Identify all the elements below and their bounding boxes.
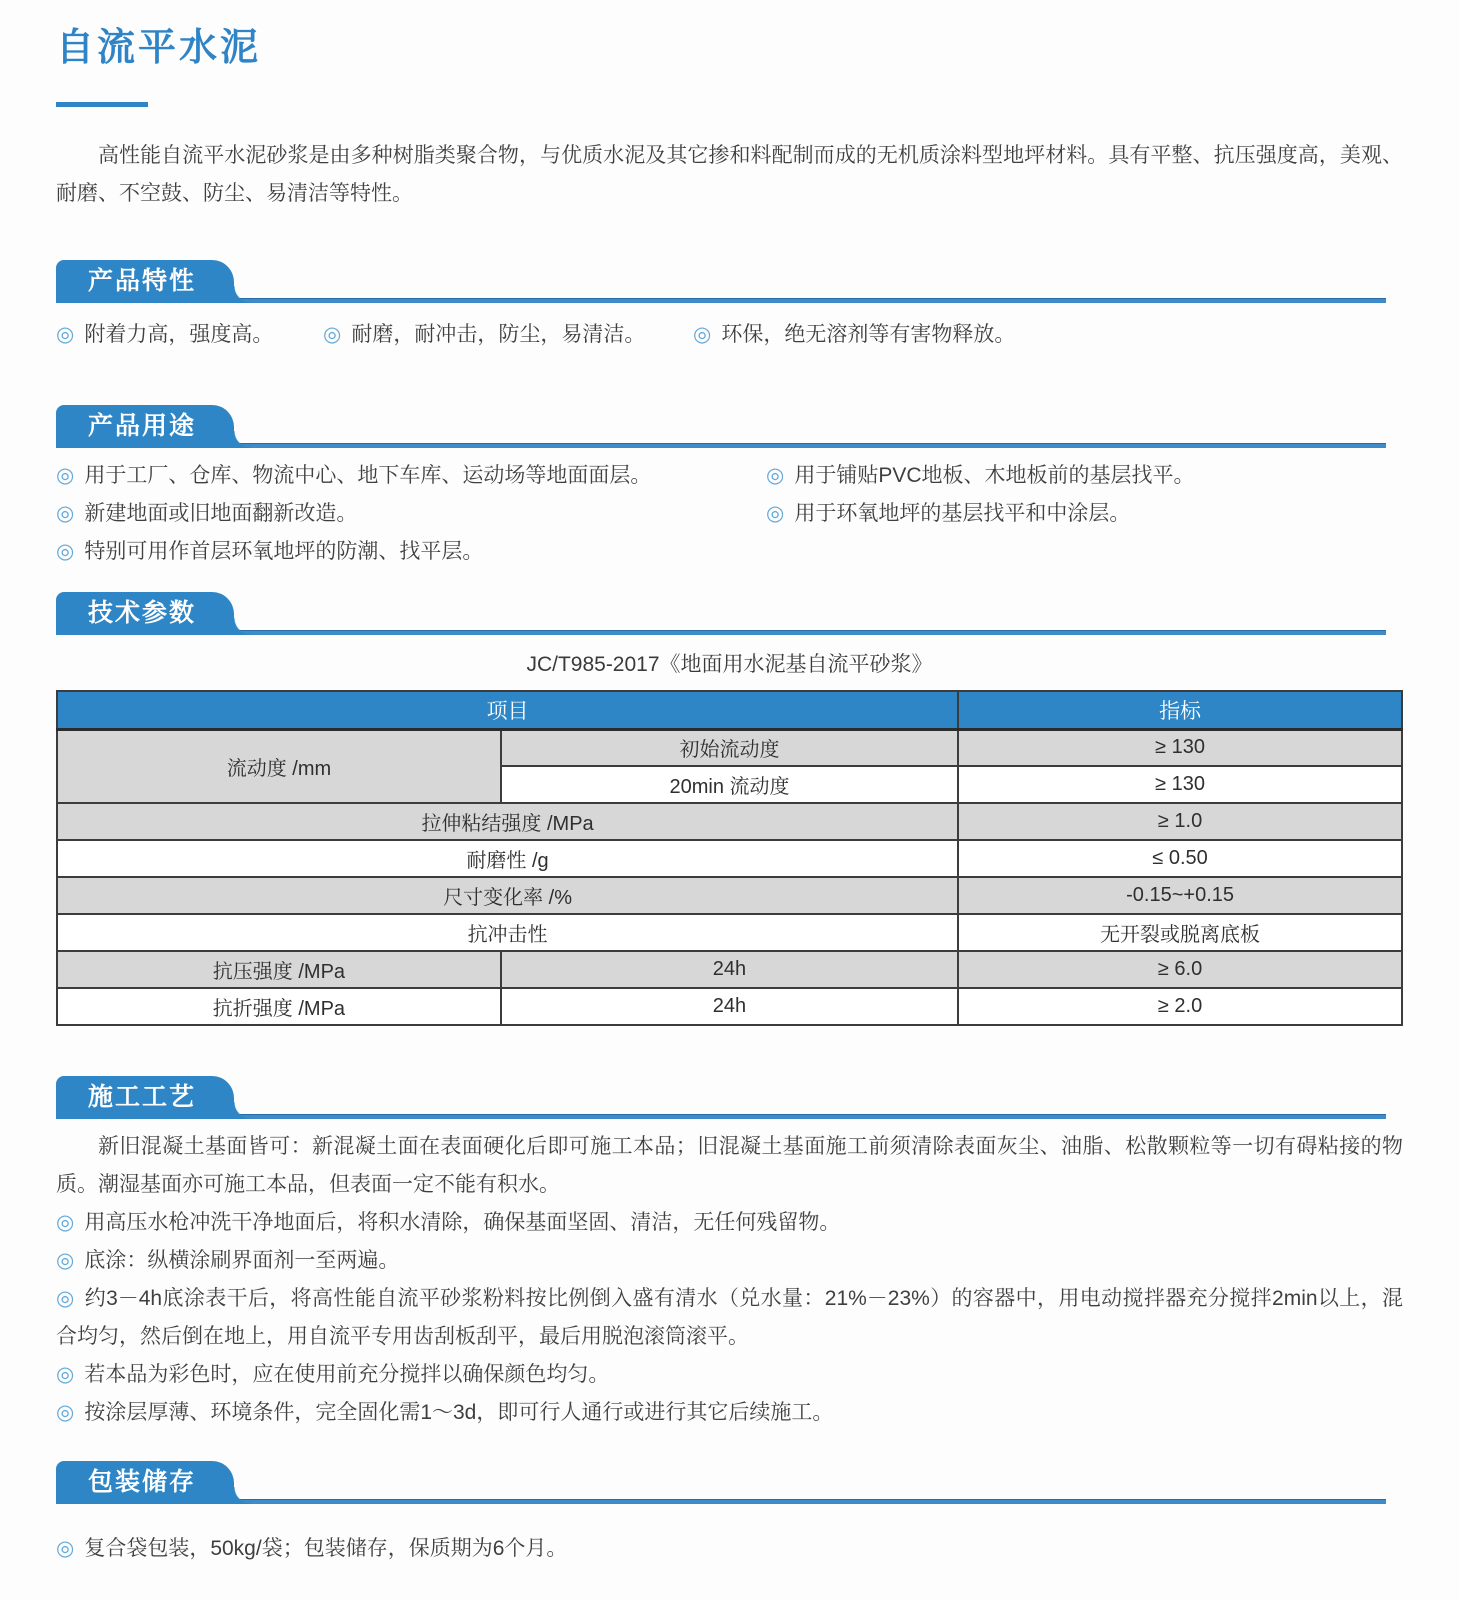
double-circle-bullet-icon: ◎ — [56, 323, 75, 346]
double-circle-bullet-icon: ◎ — [56, 1401, 75, 1424]
list-item — [323, 316, 693, 354]
double-circle-bullet-icon: ◎ — [323, 323, 342, 346]
cell-name: 抗压强度 /MPa — [57, 951, 501, 988]
cell-value: ≥ 1.0 — [958, 803, 1402, 840]
list-item — [56, 1280, 1403, 1356]
cell-name: 尺寸变化率 /% — [57, 877, 958, 914]
double-circle-bullet-icon: ◎ — [56, 1211, 75, 1234]
cell-value: ≥ 130 — [958, 729, 1402, 766]
list-item-text: 环保，绝无溶剂等有害物释放。 — [721, 323, 1016, 346]
section-rule — [56, 1499, 1386, 1504]
cell-name: 20min 流动度 — [501, 766, 958, 803]
features-list — [56, 316, 1403, 354]
section-header-features — [56, 260, 1386, 303]
list-item — [56, 1204, 1403, 1242]
section-header-process — [56, 1076, 1386, 1119]
list-item — [693, 316, 1015, 354]
section-tab-specs: 技术参数 — [56, 592, 234, 635]
list-item-text: 用于铺贴PVC地板、木地板前的基层找平。 — [794, 464, 1195, 487]
cell-value: -0.15~+0.15 — [958, 877, 1402, 914]
list-item-text: 新建地面或旧地面翻新改造。 — [84, 502, 358, 525]
table-row — [57, 914, 1402, 951]
spec-table — [56, 690, 1403, 1026]
section-rule — [56, 1114, 1386, 1119]
list-item-text: 用于工厂、仓库、物流中心、地下车库、运动场等地面面层。 — [84, 464, 652, 487]
list-item-text: 附着力高，强度高。 — [84, 323, 274, 346]
column-header-index: 指标 — [958, 691, 1402, 729]
double-circle-bullet-icon: ◎ — [56, 502, 75, 525]
title-underline — [56, 102, 148, 107]
list-item-text: 用高压水枪冲洗干净地面后，将积水清除，确保基面坚固、清洁，无任何残留物。 — [84, 1211, 841, 1234]
list-item-text: 若本品为彩色时，应在使用前充分搅拌以确保颜色均匀。 — [84, 1363, 610, 1386]
section-header-packaging — [56, 1461, 1386, 1504]
cell-value: ≥ 6.0 — [958, 951, 1402, 988]
cell-name: 耐磨性 /g — [57, 840, 958, 877]
standard-reference: JC/T985-2017《地面用水泥基自流平砂浆》 — [526, 653, 933, 676]
list-item-text: 用于环氧地坪的基层找平和中涂层。 — [794, 502, 1131, 525]
process-paragraph: 新旧混凝土基面皆可：新混凝土面在表面硬化后即可施工本品；旧混凝土基面施工前须清除表面灰尘、油脂、松散颗粒等一切有碍粘接的物质。潮湿基面亦可施工本品，但表面一定不能有积水。 — [56, 1135, 1403, 1196]
section-header-uses — [56, 405, 1386, 448]
cell-value: ≤ 0.50 — [958, 840, 1402, 877]
cell-name: 抗折强度 /MPa — [57, 988, 501, 1025]
double-circle-bullet-icon: ◎ — [766, 464, 785, 487]
cell-value: ≥ 130 — [958, 766, 1402, 803]
list-item — [56, 495, 766, 533]
table-row — [57, 803, 1402, 840]
list-item — [56, 457, 766, 495]
table-row — [57, 988, 1402, 1025]
uses-right-column — [766, 457, 1403, 571]
list-item — [766, 457, 1403, 495]
cell-name: 抗冲击性 — [57, 914, 958, 951]
table-row — [57, 729, 1402, 766]
column-header-item: 项目 — [57, 691, 958, 729]
double-circle-bullet-icon: ◎ — [766, 502, 785, 525]
double-circle-bullet-icon: ◎ — [56, 464, 75, 487]
section-rule — [56, 443, 1386, 448]
page-title: 自流平水泥 — [56, 27, 262, 69]
cell-value: 无开裂或脱离底板 — [958, 914, 1402, 951]
double-circle-bullet-icon: ◎ — [56, 1287, 75, 1310]
section-header-specs — [56, 592, 1386, 635]
list-item-text: 按涂层厚薄、环境条件，完全固化需1～3d，即可行人通行或进行其它后续施工。 — [84, 1401, 834, 1424]
process-list — [56, 1204, 1403, 1432]
section-tab-process: 施工工艺 — [56, 1076, 234, 1119]
double-circle-bullet-icon: ◎ — [56, 1537, 75, 1560]
cell-sub: 24h — [501, 951, 958, 988]
list-item-text: 复合袋包装，50kg/袋；包装储存，保质期为6个月。 — [84, 1537, 568, 1560]
table-row — [57, 951, 1402, 988]
cell-sub: 24h — [501, 988, 958, 1025]
section-tab-packaging: 包装储存 — [56, 1461, 234, 1504]
double-circle-bullet-icon: ◎ — [56, 1363, 75, 1386]
table-row — [57, 840, 1402, 877]
section-tab-features: 产品特性 — [56, 260, 234, 303]
list-item — [766, 495, 1403, 533]
cell-name: 初始流动度 — [501, 729, 958, 766]
section-rule — [56, 298, 1386, 303]
cell-name: 拉伸粘结强度 /MPa — [57, 803, 958, 840]
double-circle-bullet-icon: ◎ — [56, 540, 75, 563]
list-item — [56, 1394, 1403, 1432]
list-item — [56, 1356, 1403, 1394]
intro-paragraph: 高性能自流平水泥砂浆是由多种树脂类聚合物，与优质水泥及其它掺和料配制而成的无机质涂料型地坪材料。具有平整、抗压强度高，美观、耐磨、不空鼓、防尘、易清洁等特性。 — [56, 144, 1403, 205]
section-rule — [56, 630, 1386, 635]
list-item — [56, 1530, 1403, 1568]
uses-list — [56, 457, 1403, 571]
packaging-list — [56, 1530, 1403, 1568]
list-item — [56, 316, 323, 354]
double-circle-bullet-icon: ◎ — [56, 1249, 75, 1272]
uses-left-column — [56, 457, 766, 571]
list-item-text: 特别可用作首层环氧地坪的防潮、找平层。 — [84, 540, 484, 563]
section-tab-uses: 产品用途 — [56, 405, 234, 448]
cell-value: ≥ 2.0 — [958, 988, 1402, 1025]
list-item — [56, 533, 766, 571]
list-item-text: 底涂：纵横涂刷界面剂一至两遍。 — [84, 1249, 400, 1272]
table-row — [57, 877, 1402, 914]
list-item-text: 约3－4h底涂表干后，将高性能自流平砂浆粉料按比例倒入盛有清水（兑水量：21%－23%）的容器中，用电动搅拌器充分搅拌2min以上，混合均匀，然后倒在地上，用自流平专用齿刮板刮平，最后用脱泡滚筒滚平。 — [56, 1287, 1403, 1348]
list-item-text: 耐磨，耐冲击，防尘，易清洁。 — [351, 323, 646, 346]
table-header-row — [57, 691, 1402, 729]
cell-flow-group: 流动度 /mm — [57, 729, 501, 803]
double-circle-bullet-icon: ◎ — [693, 323, 712, 346]
list-item — [56, 1242, 1403, 1280]
